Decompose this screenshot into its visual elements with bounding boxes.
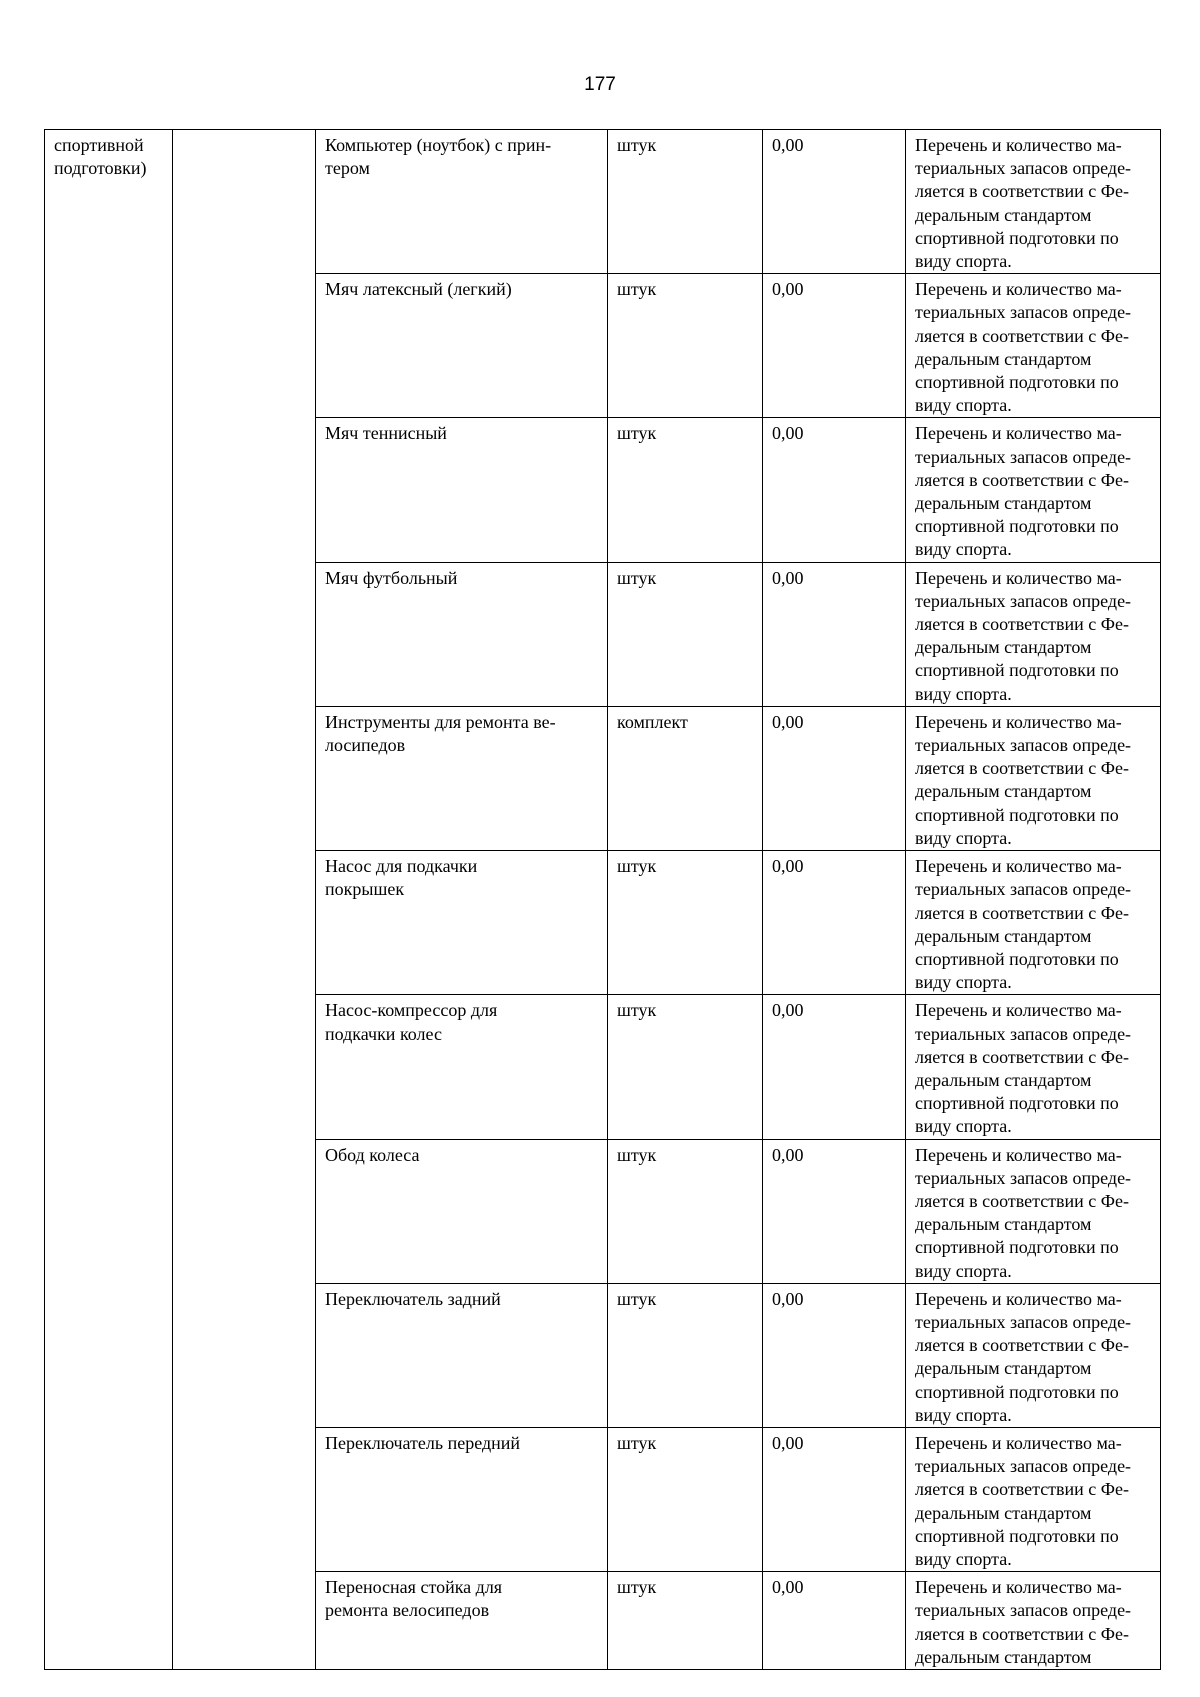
item-name-line: покрышек: [325, 879, 405, 900]
note-line: ляется в соответствии с Фе-: [915, 1335, 1130, 1356]
note-line: виду спорта.: [915, 1116, 1012, 1137]
note-line: ляется в соответствии с Фе-: [915, 1190, 1130, 1211]
note-line: виду спорта.: [915, 683, 1012, 704]
unit-cell: штук: [608, 562, 763, 706]
item-name-line: Компьютер (ноутбок) с прин-: [325, 135, 552, 155]
note-line: спортивной подготовки по: [915, 1525, 1119, 1546]
unit-cell: штук: [608, 1139, 763, 1283]
note-line: деральным стандартом: [915, 348, 1092, 369]
note-cell: [906, 706, 1161, 850]
note-line: Перечень и количество ма-: [915, 1288, 1122, 1309]
note-line: деральным стандартом: [915, 1214, 1092, 1235]
note-line: Перечень и количество ма-: [915, 135, 1122, 155]
quantity-cell: 0,00: [763, 1572, 906, 1670]
note-line: виду спорта.: [915, 1548, 1012, 1569]
note-line: спортивной подготовки по: [915, 660, 1119, 681]
note-line: териальных запасов опреде-: [915, 590, 1132, 611]
quantity-cell: 0,00: [763, 995, 906, 1139]
note-line: териальных запасов опреде-: [915, 158, 1132, 179]
item-name-cell: [316, 706, 608, 850]
note-line: спортивной подготовки по: [915, 227, 1119, 248]
note-line: териальных запасов опреде-: [915, 1311, 1132, 1332]
note-line: виду спорта.: [915, 539, 1012, 560]
note-cell: [906, 1572, 1161, 1670]
note-line: териальных запасов опреде-: [915, 446, 1132, 467]
item-name-line: Обод колеса: [325, 1144, 420, 1165]
item-name-cell: [316, 1283, 608, 1427]
note-cell: [906, 274, 1161, 418]
note-line: спортивной подготовки по: [915, 372, 1119, 393]
page-number: 177: [584, 74, 616, 95]
quantity-cell: 0,00: [763, 274, 906, 418]
note-line: териальных запасов опреде-: [915, 1456, 1132, 1477]
quantity-cell: 0,00: [763, 562, 906, 706]
note-line: Перечень и количество ма-: [915, 1432, 1122, 1453]
note-line: виду спорта.: [915, 972, 1012, 993]
note-line: ляется в соответствии с Фе-: [915, 614, 1130, 635]
unit-cell: штук: [608, 1283, 763, 1427]
materials-table: [44, 129, 1161, 1670]
continued-category-line: спортивной: [54, 135, 144, 155]
item-name-line: Мяч теннисный: [325, 423, 447, 444]
item-name-cell: [316, 1572, 608, 1670]
empty-cell: [173, 130, 316, 1670]
item-name-line: Переключатель задний: [325, 1288, 501, 1309]
note-cell: [906, 1427, 1161, 1571]
note-line: ляется в соответствии с Фе-: [915, 1046, 1130, 1067]
item-name-line: подкачки колес: [325, 1023, 442, 1044]
note-cell: [906, 851, 1161, 995]
unit-cell: комплект: [608, 706, 763, 850]
continued-category-cell: [45, 130, 173, 1670]
item-name-line: Мяч латексный (легкий): [325, 279, 512, 300]
note-line: ляется в соответствии с Фе-: [915, 325, 1130, 346]
note-line: Перечень и количество ма-: [915, 1577, 1122, 1598]
item-name-line: тером: [325, 158, 370, 179]
note-line: деральным стандартом: [915, 637, 1092, 658]
quantity-cell: 0,00: [763, 418, 906, 562]
item-name-cell: [316, 130, 608, 274]
note-line: Перечень и количество ма-: [915, 423, 1122, 444]
note-line: виду спорта.: [915, 1404, 1012, 1425]
item-name-cell: [316, 562, 608, 706]
note-line: ляется в соответствии с Фе-: [915, 181, 1130, 202]
table-body: [45, 130, 1161, 1670]
unit-cell: штук: [608, 130, 763, 274]
note-line: виду спорта.: [915, 395, 1012, 416]
note-line: Перечень и количество ма-: [915, 1144, 1122, 1165]
item-name-line: ремонта велосипедов: [325, 1600, 490, 1621]
unit-cell: штук: [608, 418, 763, 562]
note-cell: [906, 130, 1161, 274]
quantity-cell: 0,00: [763, 1427, 906, 1571]
note-line: спортивной подготовки по: [915, 948, 1119, 969]
table-row: [45, 130, 1161, 274]
item-name-cell: [316, 1139, 608, 1283]
unit-cell: штук: [608, 1572, 763, 1670]
item-name-cell: [316, 995, 608, 1139]
note-line: виду спорта.: [915, 251, 1012, 272]
note-line: ляется в соответствии с Фе-: [915, 902, 1130, 923]
item-name-line: Переключатель передний: [325, 1432, 521, 1453]
note-line: териальных запасов опреде-: [915, 1023, 1132, 1044]
unit-cell: штук: [608, 1427, 763, 1571]
note-cell: [906, 1139, 1161, 1283]
item-name-line: Насос-компрессор для: [325, 1000, 498, 1021]
note-line: виду спорта.: [915, 1260, 1012, 1281]
note-line: деральным стандартом: [915, 925, 1092, 946]
note-line: ляется в соответствии с Фе-: [915, 469, 1130, 490]
note-line: ляется в соответствии с Фе-: [915, 758, 1130, 779]
note-line: деральным стандартом: [915, 781, 1092, 802]
note-line: спортивной подготовки по: [915, 1093, 1119, 1114]
note-line: деральным стандартом: [915, 204, 1092, 225]
item-name-cell: [316, 418, 608, 562]
unit-cell: штук: [608, 851, 763, 995]
item-name-cell: [316, 274, 608, 418]
note-line: деральным стандартом: [915, 1069, 1092, 1090]
note-cell: [906, 562, 1161, 706]
note-line: деральным стандартом: [915, 1358, 1092, 1379]
item-name-line: Переносная стойка для: [325, 1577, 503, 1598]
quantity-cell: 0,00: [763, 1283, 906, 1427]
item-name-line: лосипедов: [325, 735, 406, 756]
note-line: Перечень и количество ма-: [915, 1000, 1122, 1021]
note-line: деральным стандартом: [915, 1646, 1092, 1667]
note-line: виду спорта.: [915, 827, 1012, 848]
note-line: спортивной подготовки по: [915, 804, 1119, 825]
note-cell: [906, 1283, 1161, 1427]
item-name-line: Мяч футбольный: [325, 567, 458, 588]
note-line: Перечень и количество ма-: [915, 711, 1122, 732]
note-line: териальных запасов опреде-: [915, 1600, 1132, 1621]
quantity-cell: 0,00: [763, 706, 906, 850]
note-line: Перечень и количество ма-: [915, 856, 1122, 877]
note-line: ляется в соответствии с Фе-: [915, 1623, 1130, 1644]
quantity-cell: 0,00: [763, 1139, 906, 1283]
note-cell: [906, 995, 1161, 1139]
note-line: спортивной подготовки по: [915, 1237, 1119, 1258]
item-name-line: Насос для подкачки: [325, 856, 478, 877]
note-line: териальных запасов опреде-: [915, 735, 1132, 756]
note-line: деральным стандартом: [915, 493, 1092, 514]
note-cell: [906, 418, 1161, 562]
item-name-line: Инструменты для ремонта ве-: [325, 711, 556, 732]
note-line: ляется в соответствии с Фе-: [915, 1479, 1130, 1500]
quantity-cell: 0,00: [763, 851, 906, 995]
note-line: териальных запасов опреде-: [915, 302, 1132, 323]
unit-cell: штук: [608, 274, 763, 418]
note-line: спортивной подготовки по: [915, 516, 1119, 537]
note-line: деральным стандартом: [915, 1502, 1092, 1523]
note-line: териальных запасов опреде-: [915, 1167, 1132, 1188]
item-name-cell: [316, 851, 608, 995]
item-name-cell: [316, 1427, 608, 1571]
continued-category-line: подготовки): [54, 158, 147, 179]
note-line: спортивной подготовки по: [915, 1381, 1119, 1402]
unit-cell: штук: [608, 995, 763, 1139]
note-line: териальных запасов опреде-: [915, 879, 1132, 900]
quantity-cell: 0,00: [763, 130, 906, 274]
note-line: Перечень и количество ма-: [915, 567, 1122, 588]
note-line: Перечень и количество ма-: [915, 279, 1122, 300]
